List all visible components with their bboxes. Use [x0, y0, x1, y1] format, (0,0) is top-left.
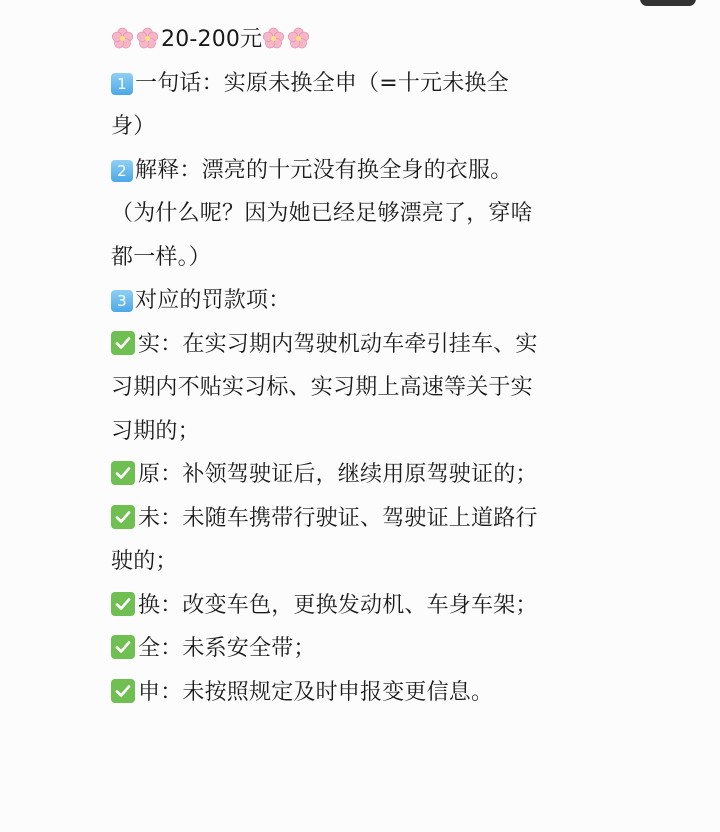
penalties-heading	[111, 279, 591, 323]
item-shi-line-2: 习期内不贴实习标、实习期上高速等关于实	[111, 375, 533, 400]
item-shi-text: 实：在实习期内驾驶机动车牵引挂车、实	[138, 331, 538, 357]
check-mark-icon	[111, 679, 135, 703]
item-wei	[111, 497, 591, 541]
penalties-title: 对应的罚款项：	[135, 288, 291, 313]
cherry-blossom-icon	[136, 22, 159, 45]
explain-heading	[111, 149, 591, 193]
item-shi	[111, 323, 591, 367]
price-header	[111, 18, 591, 62]
keycap-3-icon: 3	[111, 290, 133, 312]
explain-line-3: 都一样。）	[111, 244, 212, 270]
item-shen	[111, 671, 591, 715]
check-mark-icon	[111, 592, 135, 616]
one-line-summary	[111, 62, 591, 106]
item-quan-text: 全：未系安全带；	[138, 636, 316, 661]
check-mark-icon	[111, 635, 135, 659]
status-pill	[640, 0, 696, 6]
item-huan	[111, 584, 591, 628]
cherry-blossom-icon	[111, 22, 134, 45]
keycap-2-icon: 2	[111, 160, 133, 182]
item-yuan-text: 原：补领驾驶证后，继续用原驾驶证的；	[138, 462, 538, 487]
price-range-text: 20-200元	[161, 27, 263, 52]
cherry-blossom-icon	[287, 22, 310, 45]
item-huan-text: 换：改变车色，更换发动机、车身车架；	[138, 592, 538, 618]
item-quan	[111, 627, 591, 671]
check-mark-icon	[111, 505, 135, 529]
explain-text: 解释：漂亮的十元没有换全身的衣服。	[135, 157, 513, 183]
one-line-text: 一句话：实原未换全申（=十元未换全	[135, 70, 509, 96]
item-shi-line-3: 习期的；	[111, 418, 200, 444]
note-content	[111, 18, 591, 714]
item-shen-text: 申：未按照规定及时申报变更信息。	[138, 679, 494, 705]
one-line-continued: 身）	[111, 114, 156, 139]
keycap-1-icon: 1	[111, 73, 133, 95]
item-wei-line-2: 驶的；	[111, 549, 178, 574]
item-wei-text: 未：未随车携带行驶证、驾驶证上道路行	[138, 505, 538, 531]
check-mark-icon	[111, 331, 135, 355]
check-mark-icon	[111, 461, 135, 485]
explain-line-2: （为什么呢？因为她已经足够漂亮了，穿啥	[111, 201, 533, 226]
item-yuan	[111, 453, 591, 497]
cherry-blossom-icon	[262, 22, 285, 45]
